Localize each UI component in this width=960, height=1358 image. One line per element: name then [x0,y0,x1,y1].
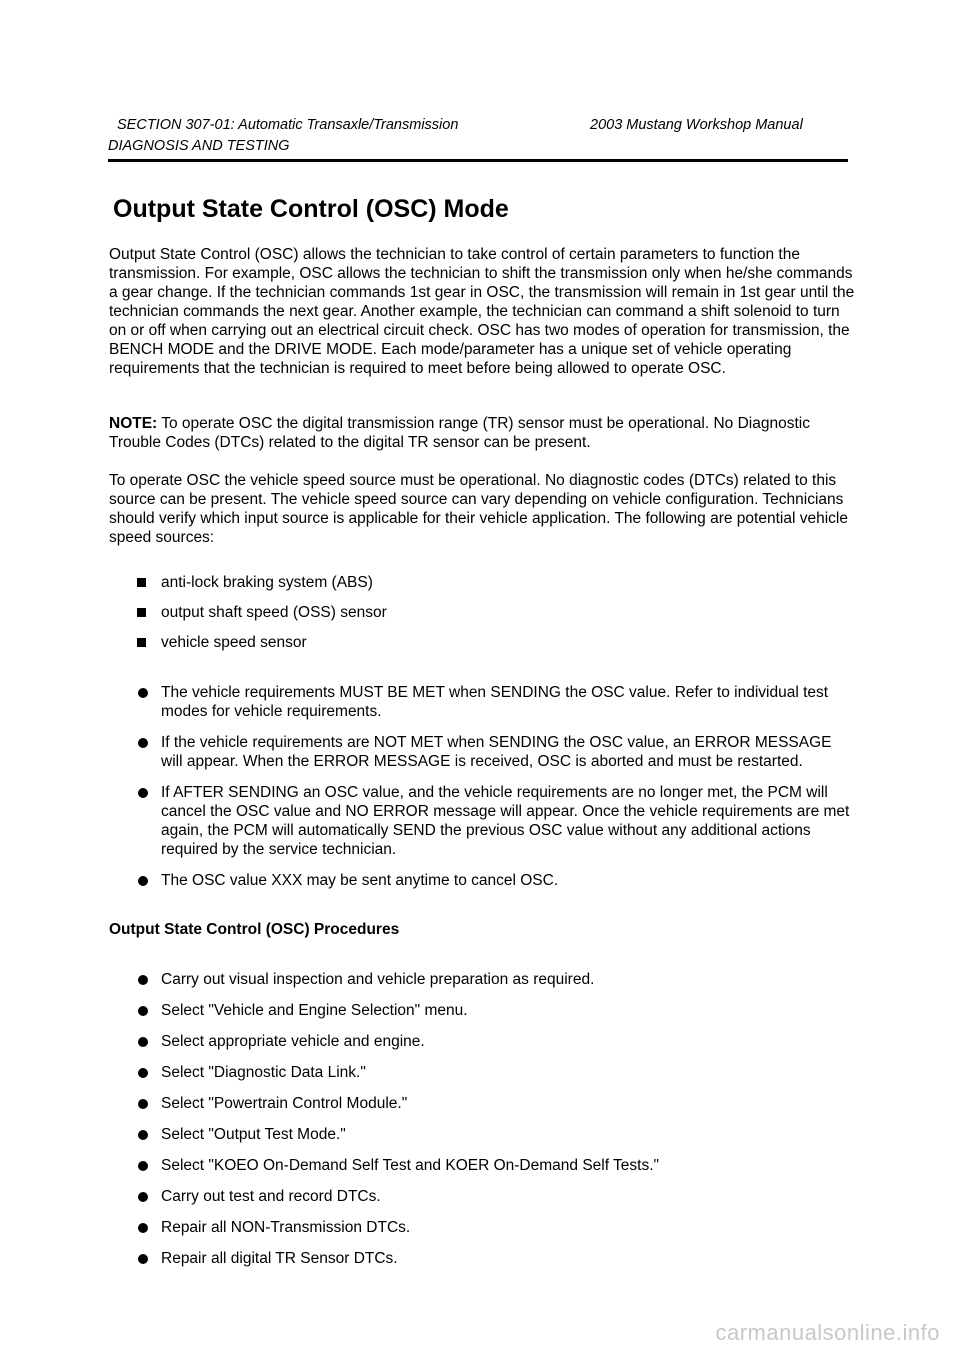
list-item: anti-lock braking system (ABS) [161,573,811,592]
procedures-heading: Output State Control (OSC) Procedures [109,921,400,938]
note-text: To operate OSC the digital transmission range (TR) sensor must be operational. No Diagnostic Trouble Codes (DTCs) related to the digital TR sensor can be present. [109,415,810,451]
round-bullet-icon [138,738,148,748]
round-bullet-icon [138,1006,148,1016]
requirements-list [161,683,851,902]
list-item: Repair all digital TR Sensor DTCs. [161,1249,851,1268]
round-bullet-icon [138,1254,148,1264]
list-item: Select "Output Test Mode." [161,1125,851,1144]
square-bullet-icon [137,608,146,617]
list-item: output shaft speed (OSS) sensor [161,603,811,622]
list-item: Select "Diagnostic Data Link." [161,1063,851,1082]
list-item: Select "KOEO On-Demand Self Test and KOER On-Demand Self Tests." [161,1156,851,1175]
list-item: If AFTER SENDING an OSC value, and the vehicle requirements are no longer met, the PCM will cancel the OSC value and NO ERROR message will appear. Once the vehicle requirements are met again, the PCM will automatically SEND the previous OSC value without any additional actions required by the service technician. [161,783,851,859]
header-divider [108,159,848,162]
list-item: The vehicle requirements MUST BE MET when SENDING the OSC value. Refer to individual test modes for vehicle requirements. [161,683,851,721]
round-bullet-icon [138,975,148,985]
list-item: If the vehicle requirements are NOT MET when SENDING the OSC value, an ERROR MESSAGE will appear. When the ERROR MESSAGE is received, OSC is aborted and must be restarted. [161,733,851,771]
square-bullet-icon [137,578,146,587]
note-paragraph [109,414,859,452]
speed-source-list [161,573,811,663]
square-bullet-icon [137,638,146,647]
list-item: Select "Vehicle and Engine Selection" menu. [161,1001,851,1020]
header-subsection: DIAGNOSIS AND TESTING [108,138,290,154]
page-title: Output State Control (OSC) Mode [113,195,509,223]
round-bullet-icon [138,1099,148,1109]
list-item: Carry out visual inspection and vehicle preparation as required. [161,970,851,989]
watermark: carmanualsonline.info [715,1320,940,1345]
list-item: Repair all NON-Transmission DTCs. [161,1218,851,1237]
list-item: vehicle speed sensor [161,633,811,652]
round-bullet-icon [138,1130,148,1140]
header-section-title: SECTION 307-01: Automatic Transaxle/Transmission [117,117,459,133]
round-bullet-icon [138,1161,148,1171]
round-bullet-icon [138,1037,148,1047]
note-label: NOTE: [109,415,158,432]
round-bullet-icon [138,688,148,698]
round-bullet-icon [138,876,148,886]
list-item: Carry out test and record DTCs. [161,1187,851,1206]
list-item: Select appropriate vehicle and engine. [161,1032,851,1051]
list-item: Select "Powertrain Control Module." [161,1094,851,1113]
procedures-list [161,970,851,1280]
round-bullet-icon [138,788,148,798]
round-bullet-icon [138,1223,148,1233]
header-manual-title: 2003 Mustang Workshop Manual [590,117,803,133]
round-bullet-icon [138,1192,148,1202]
round-bullet-icon [138,1068,148,1078]
list-item: The OSC value XXX may be sent anytime to cancel OSC. [161,871,851,890]
intro-paragraph: Output State Control (OSC) allows the technician to take control of certain parameters to function the transmission. For example, OSC allows the technician to shift the transmission only when he/she commands a gear change. If the technician commands 1st gear in OSC, the transmission will remain in 1st gear until the technician commands the next gear. Another example, the technician can command a shift solenoid to turn on or off when carrying out an electrical circuit check. OSC has two modes of operation for transmission, the BENCH MODE and the DRIVE MODE. Each mode/parameter has a unique set of vehicle operating requirements that the technician is required to meet before being allowed to operate OSC. [109,246,855,377]
speed-source-paragraph: To operate OSC the vehicle speed source must be operational. No diagnostic codes (DTCs) related to this source can be present. The vehicle speed source can vary depending on vehicle configuration. Technicians should verify which input source is applicable for their vehicle application. The following are potential vehicle speed sources: [109,472,848,546]
